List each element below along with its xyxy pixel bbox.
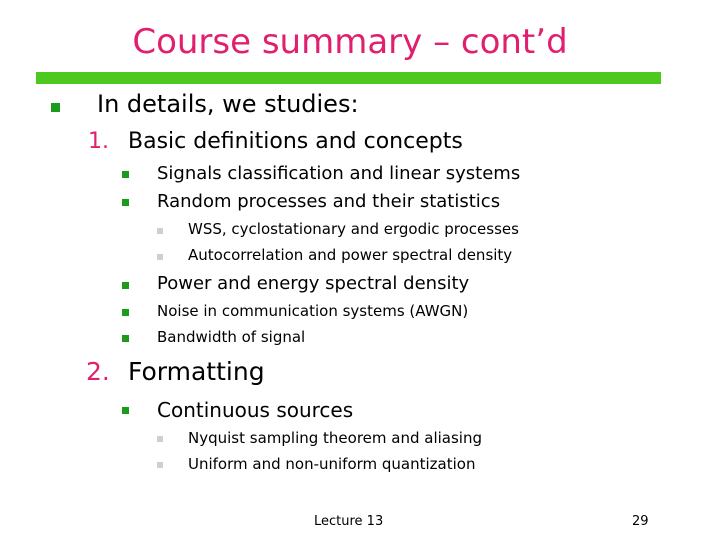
page-number: 29 [632, 514, 649, 529]
bullet-square-icon [122, 309, 129, 316]
section-title-1: Basic definitions and concepts [128, 129, 463, 154]
bullet-square-icon [157, 462, 163, 468]
footer-lecture: Lecture 13 [314, 514, 384, 529]
list-item: Signals classification and linear systems [157, 163, 521, 184]
list-item: Noise in communication systems (AWGN) [157, 302, 469, 320]
bullet-square-icon [122, 335, 129, 342]
list-item: Random processes and their statistics [157, 191, 501, 212]
list-item: Uniform and non-uniform quantization [188, 455, 476, 473]
list-item: WSS, cyclostationary and ergodic processes [188, 220, 519, 238]
bullet-square-icon [122, 199, 129, 206]
section-number-1: 1. [88, 129, 109, 154]
bullet-square-icon [122, 282, 129, 289]
slide-title: Course summary – cont’d [132, 22, 568, 62]
list-item: Bandwidth of signal [157, 328, 306, 346]
bullet-square-icon [122, 171, 129, 178]
title-underline-bar [36, 72, 661, 84]
list-item: Continuous sources [157, 398, 354, 422]
bullet-square-icon [157, 436, 163, 442]
list-item: Nyquist sampling theorem and aliasing [188, 429, 482, 447]
bullet-square-icon [51, 103, 60, 112]
bullet-square-icon [157, 228, 163, 234]
list-item: Autocorrelation and power spectral density [188, 246, 513, 264]
bullet-square-icon [157, 254, 163, 260]
section-number-2: 2. [86, 357, 110, 386]
bullet-square-icon [122, 407, 129, 414]
intro-line: In details, we studies: [97, 90, 359, 118]
section-title-2: Formatting [128, 357, 265, 386]
list-item: Power and energy spectral density [157, 273, 470, 294]
